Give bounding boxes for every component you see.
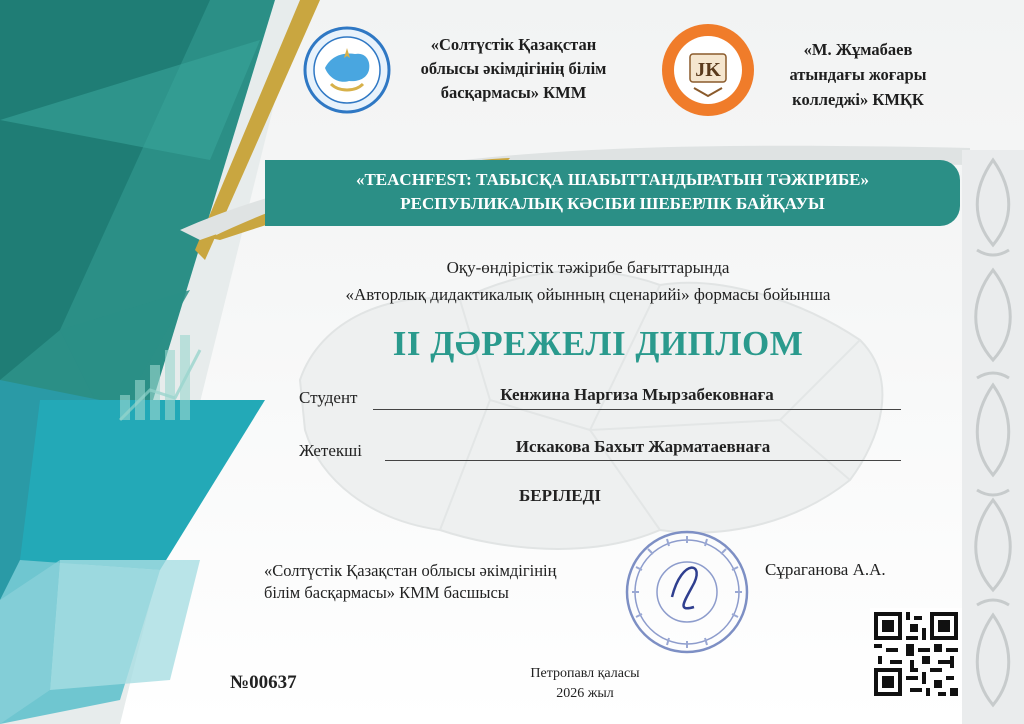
right-ornament-border <box>962 150 1024 724</box>
city-text: Петропавл қаласы <box>530 666 640 681</box>
contest-title-line1: «TEACHFEST: ТАБЫСҚА ШАБЫТТАНДЫРАТЫН ТӘЖІРИБЕ» <box>355 170 870 189</box>
diploma-title: ІІ ДӘРЕЖЕЛІ ДИПЛОМ <box>392 324 804 363</box>
education-department-emblem-icon <box>303 26 391 114</box>
contest-title-line2: РЕСПУБЛИКАЛЫҚ КӘСІБИ ШЕБЕРЛІК БАЙҚАУЫ <box>400 194 825 213</box>
student-label: Студент <box>299 388 358 407</box>
student-underline <box>373 409 901 410</box>
official-stamp-icon <box>622 527 752 657</box>
college-name-line2: атындағы жоғары <box>789 65 927 84</box>
signatory-position <box>264 560 624 604</box>
college-emblem-icon <box>660 22 756 118</box>
qr-code-icon[interactable] <box>870 608 962 700</box>
nomination-description <box>248 254 928 308</box>
college-name <box>758 37 958 112</box>
education-department-name-line1: «Солтүстік Қазақстан <box>430 35 597 54</box>
signatory-position-line1: «Солтүстік Қазақстан облысы әкімдігінің <box>264 561 557 580</box>
college-name-line1: «М. Жұмабаев <box>803 40 913 59</box>
signatory-position-line2: білім басқармасы» КММ басшысы <box>264 583 509 602</box>
signatory-name: Сұраганова А.А. <box>765 560 886 579</box>
year-text: 2026 жыл <box>556 686 614 701</box>
education-department-name-line2: облысы әкімдігінің білім <box>420 59 607 78</box>
awarded-text: БЕРІЛЕДІ <box>519 486 601 505</box>
student-name: Кенжина Наргиза Мырзабековнаға <box>500 385 774 404</box>
contest-title <box>265 168 960 216</box>
supervisor-label: Жетекші <box>299 441 362 460</box>
education-department-name <box>396 33 631 105</box>
education-department-name-line3: басқармасы» КММ <box>440 83 587 102</box>
supervisor-name: Искакова Бахыт Жарматаевнаға <box>515 437 771 456</box>
nomination-line2: «Авторлық дидактикалық ойынның сценарийі» формасы бойынша <box>345 285 831 304</box>
supervisor-underline <box>385 460 901 461</box>
nomination-line1: Оқу-өндірістік тәжірибе бағыттарында <box>446 258 730 277</box>
diploma-number: №00637 <box>230 672 297 693</box>
svg-text:JK: JK <box>695 59 721 81</box>
college-name-line3: колледжі» КМҚК <box>792 90 924 109</box>
place-and-year <box>490 664 680 704</box>
